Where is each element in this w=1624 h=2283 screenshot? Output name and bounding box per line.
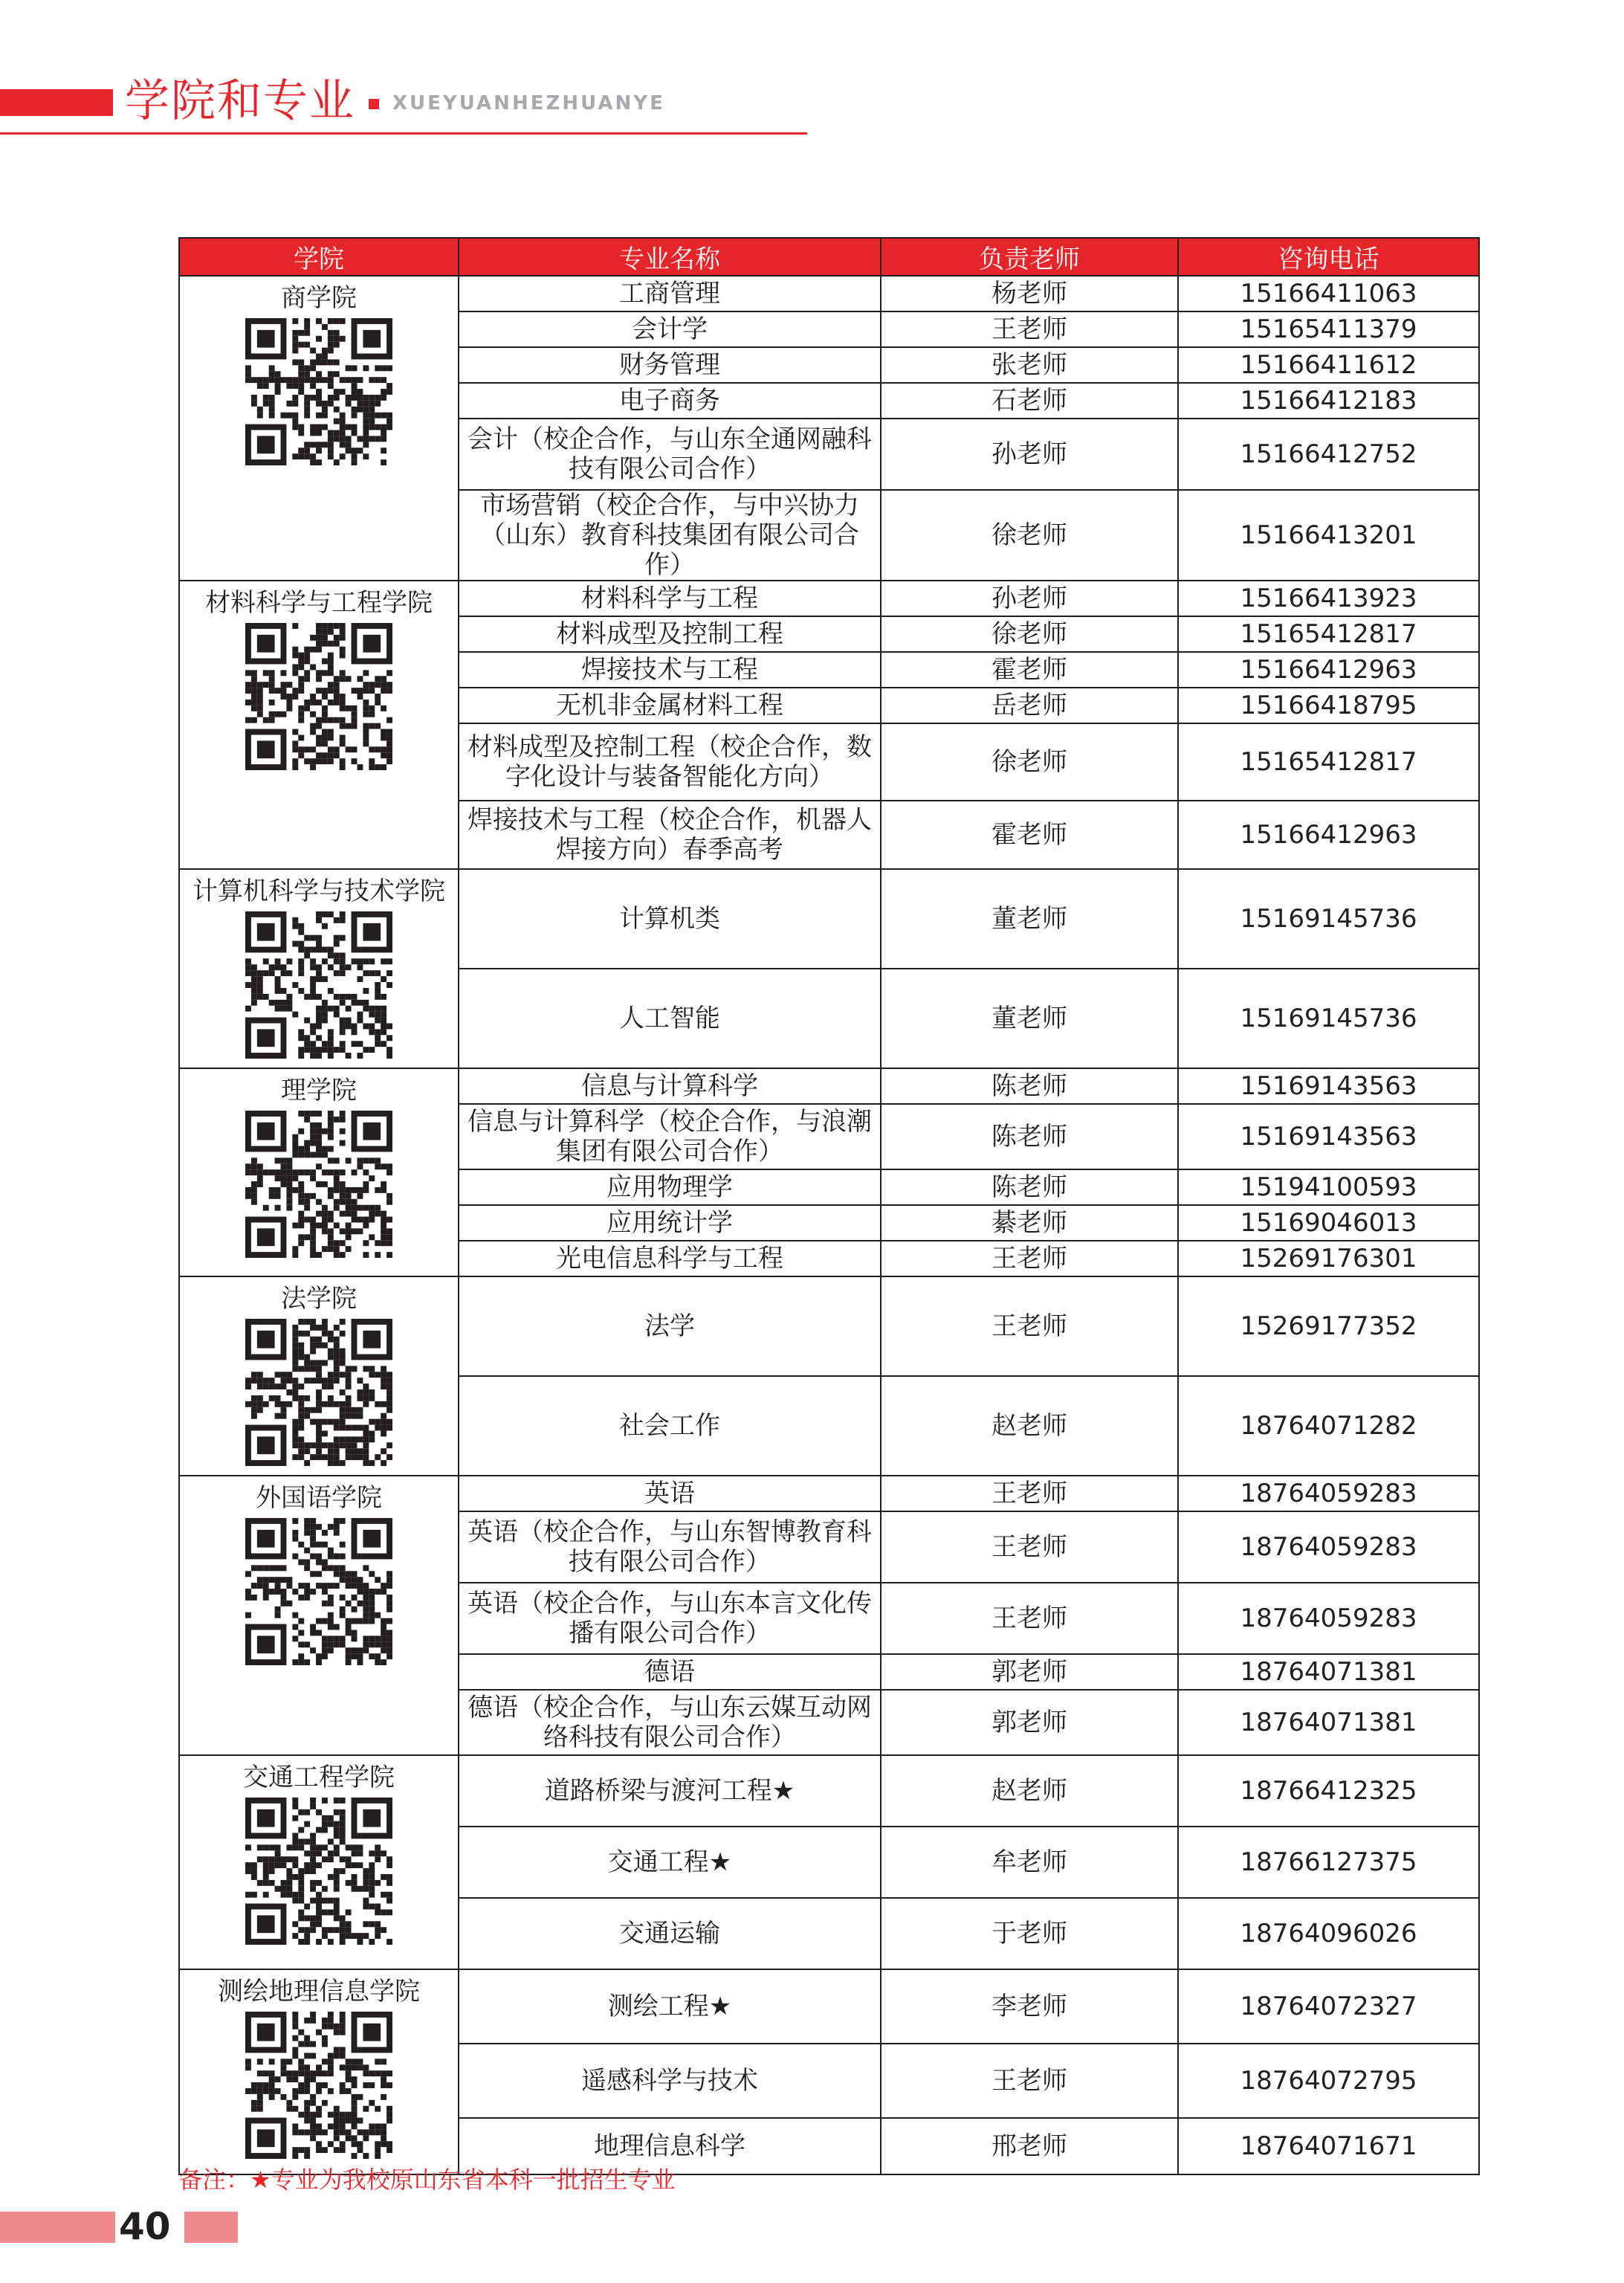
teacher-cell: 赵老师 [881,1376,1178,1476]
teacher-cell: 王老师 [881,1476,1178,1511]
teacher-cell: 郭老师 [881,1690,1178,1755]
phone-cell: 15169046013 [1178,1205,1479,1241]
teacher-cell: 王老师 [881,1276,1178,1376]
phone-cell: 18764059283 [1178,1583,1479,1654]
major-cell: 会计（校企合作，与山东全通网融科技有限公司合作） [459,419,881,490]
phone-cell: 15165412817 [1178,723,1479,801]
major-cell: 材料成型及控制工程 [459,616,881,652]
phone-cell: 18764059283 [1178,1476,1479,1511]
teacher-cell: 李老师 [881,1969,1178,2044]
phone-cell: 18766127375 [1178,1827,1479,1898]
qr-code-icon [245,1518,392,1665]
major-cell: 信息与计算科学 [459,1068,881,1104]
major-cell: 应用物理学 [459,1169,881,1205]
qr-code-icon [245,1319,392,1466]
phone-cell: 15166418795 [1178,688,1479,723]
major-cell: 应用统计学 [459,1205,881,1241]
major-cell: 遥感科学与技术 [459,2044,881,2118]
major-cell: 焊接技术与工程 [459,652,881,688]
major-cell: 社会工作 [459,1376,881,1476]
teacher-cell: 牟老师 [881,1827,1178,1898]
major-cell: 光电信息科学与工程 [459,1241,881,1276]
phone-cell: 18764071282 [1178,1376,1479,1476]
major-cell: 人工智能 [459,969,881,1068]
major-cell: 材料科学与工程 [459,581,881,616]
college-cell [179,1476,459,1755]
major-cell: 交通工程★ [459,1827,881,1898]
teacher-cell: 石老师 [881,383,1178,419]
phone-cell: 15166412963 [1178,652,1479,688]
header-phone: 咨询电话 [1178,238,1479,276]
college-name: 测绘地理信息学院 [218,1977,420,2006]
phone-cell: 18764071381 [1178,1690,1479,1755]
teacher-cell: 徐老师 [881,490,1178,581]
phone-cell: 18764071381 [1178,1654,1479,1690]
teacher-cell: 徐老师 [881,723,1178,801]
major-cell: 地理信息科学 [459,2118,881,2174]
footnote: 备注：★专业为我校原山东省本科一批招生专业 [178,2166,676,2194]
major-cell: 法学 [459,1276,881,1376]
major-cell: 德语 [459,1654,881,1690]
phone-cell: 18764072795 [1178,2044,1479,2118]
college-name: 交通工程学院 [243,1763,395,1792]
table-row [179,581,1479,616]
college-cell [179,869,459,1068]
phone-cell: 15194100593 [1178,1169,1479,1205]
major-cell: 无机非金属材料工程 [459,688,881,723]
college-name: 外国语学院 [256,1483,382,1513]
teacher-cell: 綦老师 [881,1205,1178,1241]
teacher-cell: 岳老师 [881,688,1178,723]
teacher-cell: 王老师 [881,1511,1178,1583]
phone-cell: 15165412817 [1178,616,1479,652]
college-cell [179,1276,459,1476]
phone-cell: 15166412752 [1178,419,1479,490]
qr-code-icon [245,911,392,1059]
major-cell: 材料成型及控制工程（校企合作，数字化设计与装备智能化方向） [459,723,881,801]
page-subtitle-en: XUEYUANHEZHUANYE [392,92,665,114]
table-row [179,1969,1479,2044]
college-cell [179,1068,459,1276]
teacher-cell: 霍老师 [881,801,1178,869]
table-row [179,869,1479,969]
major-cell: 信息与计算科学（校企合作，与浪潮集团有限公司合作） [459,1104,881,1169]
teacher-cell: 徐老师 [881,616,1178,652]
table-row [179,1276,1479,1376]
qr-code-icon [245,1798,392,1945]
teacher-cell: 孙老师 [881,419,1178,490]
teacher-cell: 于老师 [881,1898,1178,1969]
college-cell [179,581,459,869]
major-cell: 计算机类 [459,869,881,969]
phone-cell: 15165411379 [1178,311,1479,347]
header-square-icon [369,99,379,109]
teacher-cell: 张老师 [881,347,1178,383]
page-number: 40 [119,2205,171,2248]
header-major: 专业名称 [459,238,881,276]
phone-cell: 15269176301 [1178,1241,1479,1276]
college-cell [179,1755,459,1969]
teacher-cell: 陈老师 [881,1068,1178,1104]
college-cell [179,276,459,581]
phone-cell: 15166413201 [1178,490,1479,581]
phone-cell: 15169143563 [1178,1104,1479,1169]
major-cell: 测绘工程★ [459,1969,881,2044]
phone-cell: 15166411612 [1178,347,1479,383]
table-body [179,276,1479,2174]
teacher-cell: 赵老师 [881,1755,1178,1827]
major-cell: 电子商务 [459,383,881,419]
table-row [179,276,1479,311]
college-name: 商学院 [281,283,357,313]
phone-cell: 18764059283 [1178,1511,1479,1583]
teacher-cell: 王老师 [881,2044,1178,2118]
header-college: 学院 [179,238,459,276]
phone-cell: 15166412963 [1178,801,1479,869]
teacher-cell: 王老师 [881,311,1178,347]
phone-cell: 15166411063 [1178,276,1479,311]
teacher-cell: 杨老师 [881,276,1178,311]
major-cell: 财务管理 [459,347,881,383]
major-cell: 交通运输 [459,1898,881,1969]
teacher-cell: 董老师 [881,869,1178,969]
major-cell: 市场营销（校企合作，与中兴协力（山东）教育科技集团有限公司合作） [459,490,881,581]
phone-cell: 15269177352 [1178,1276,1479,1376]
phone-cell: 18764071671 [1178,2118,1479,2174]
phone-cell: 15166413923 [1178,581,1479,616]
teacher-cell: 陈老师 [881,1104,1178,1169]
phone-cell: 15169145736 [1178,969,1479,1068]
college-cell [179,1969,459,2174]
teacher-cell: 陈老师 [881,1169,1178,1205]
qr-code-icon [245,2012,392,2159]
phone-cell: 15166412183 [1178,383,1479,419]
phone-cell: 18764096026 [1178,1898,1479,1969]
table-row [179,1755,1479,1827]
college-name: 理学院 [281,1076,357,1105]
table-row [179,1476,1479,1511]
college-name: 材料科学与工程学院 [205,588,433,618]
table-row [179,1068,1479,1104]
teacher-cell: 孙老师 [881,581,1178,616]
major-cell: 英语 [459,1476,881,1511]
page-title: 学院和专业 [125,75,355,127]
table-header-row [179,238,1479,276]
major-cell: 工商管理 [459,276,881,311]
phone-cell: 18764072327 [1178,1969,1479,2044]
teacher-cell: 王老师 [881,1583,1178,1654]
teacher-cell: 王老师 [881,1241,1178,1276]
phone-cell: 15169143563 [1178,1068,1479,1104]
phone-cell: 15169145736 [1178,869,1479,969]
major-cell: 会计学 [459,311,881,347]
teacher-cell: 霍老师 [881,652,1178,688]
teacher-cell: 邢老师 [881,2118,1178,2174]
major-cell: 英语（校企合作，与山东本言文化传播有限公司合作） [459,1583,881,1654]
qr-code-icon [245,318,392,465]
majors-table [178,237,1480,2175]
phone-cell: 18766412325 [1178,1755,1479,1827]
college-name: 计算机科学与技术学院 [193,876,445,906]
major-cell: 道路桥梁与渡河工程★ [459,1755,881,1827]
header-rule [0,132,807,135]
teacher-cell: 郭老师 [881,1654,1178,1690]
teacher-cell: 董老师 [881,969,1178,1068]
major-cell: 英语（校企合作，与山东智博教育科技有限公司合作） [459,1511,881,1583]
header-red-bar [0,89,113,116]
page-number-bar-left [0,2212,115,2243]
college-name: 法学院 [281,1284,357,1314]
qr-code-icon [245,1111,392,1258]
qr-code-icon [245,623,392,770]
page-number-bar-right [184,2212,238,2243]
major-cell: 德语（校企合作，与山东云媒互动网络科技有限公司合作） [459,1690,881,1755]
header-teacher: 负责老师 [881,238,1178,276]
major-cell: 焊接技术与工程（校企合作，机器人焊接方向）春季高考 [459,801,881,869]
